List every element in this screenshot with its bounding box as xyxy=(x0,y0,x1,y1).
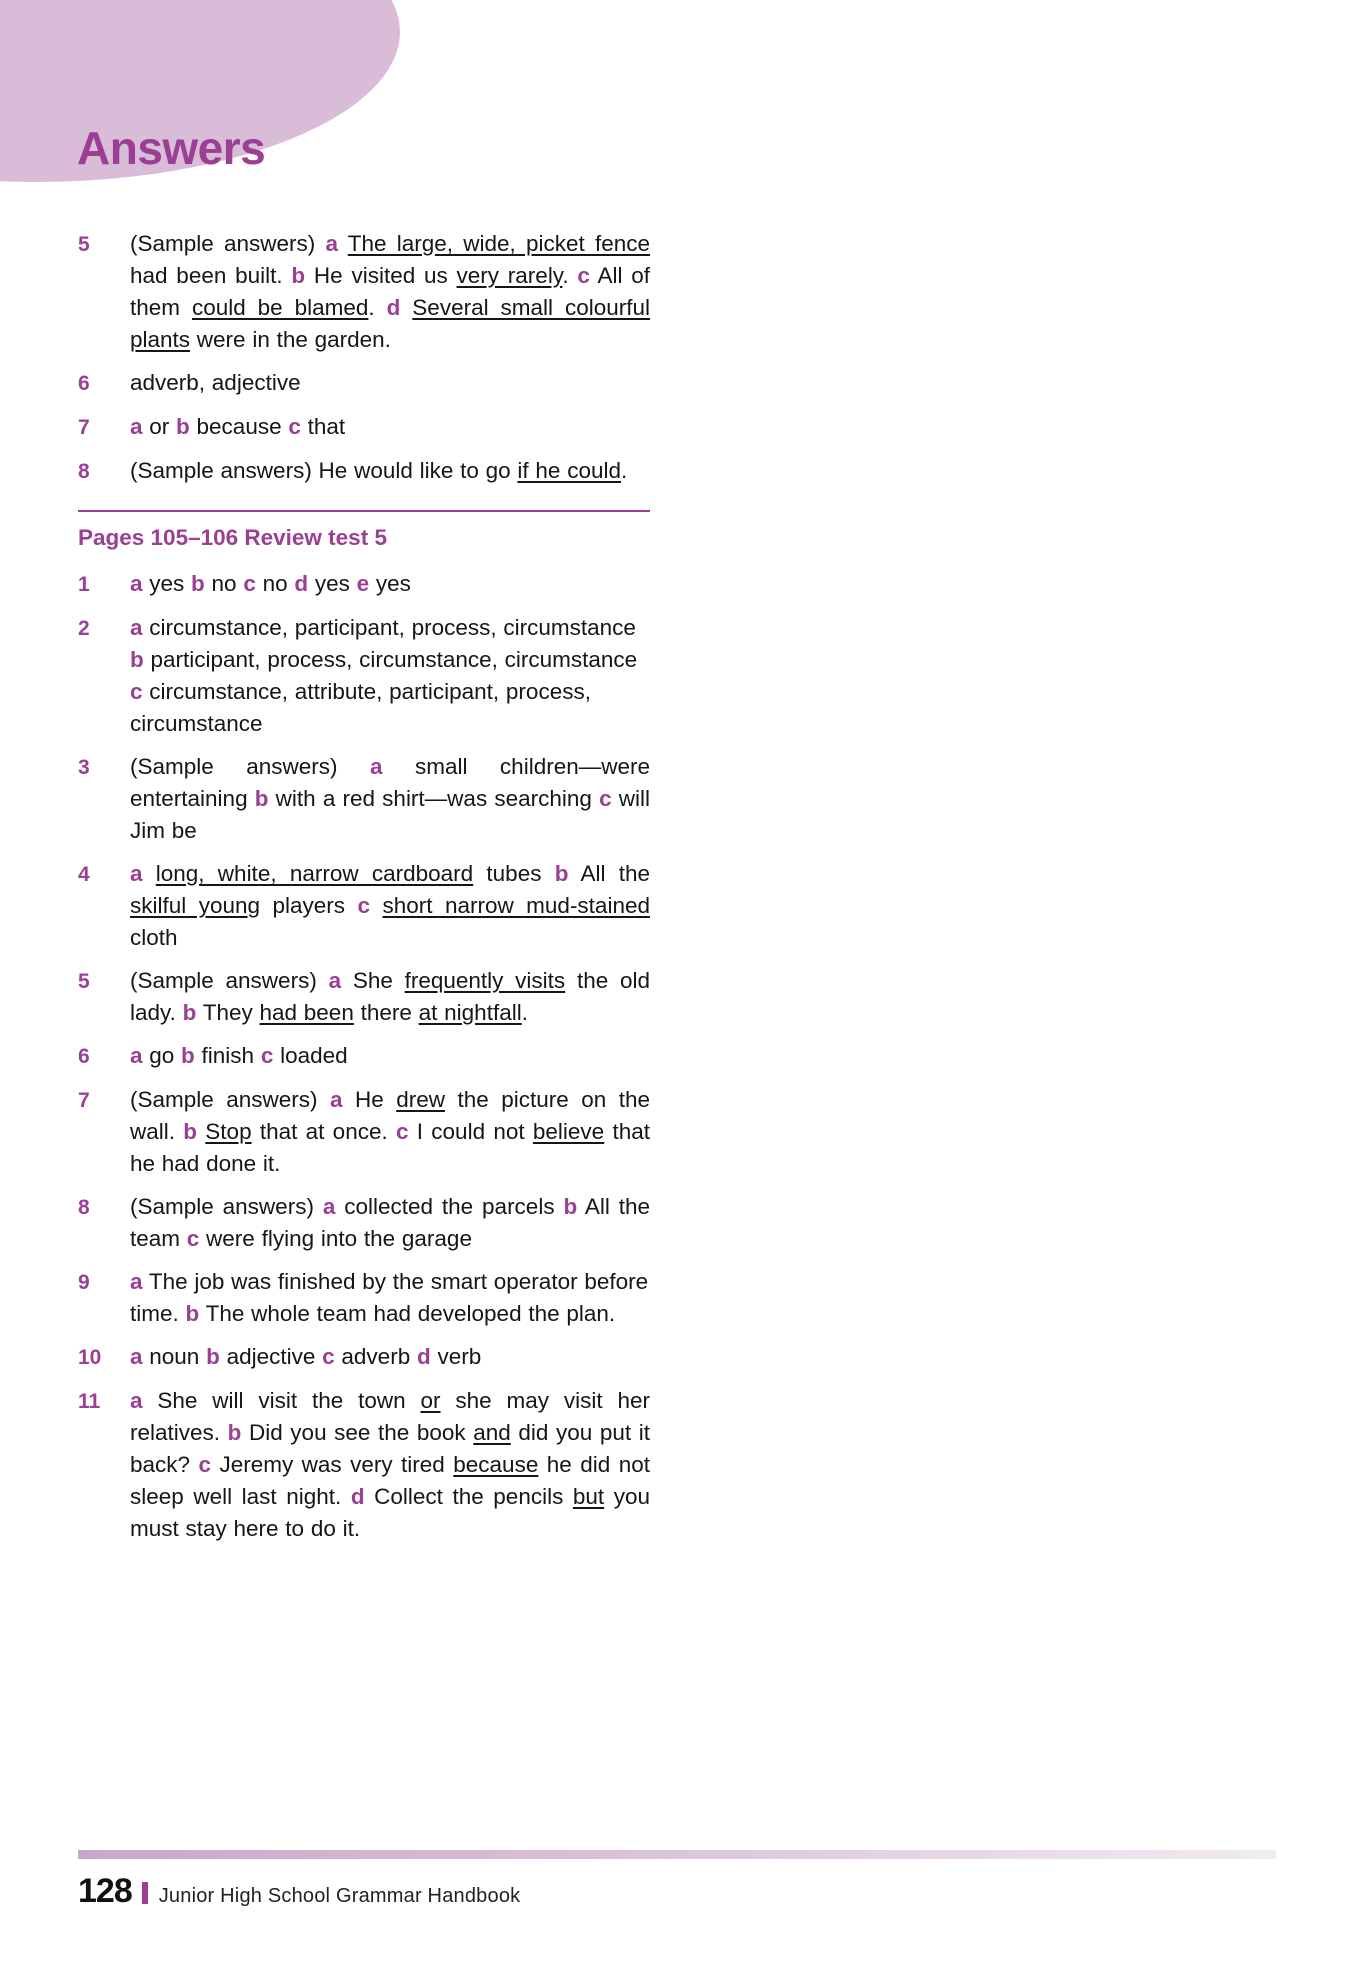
answer-item-text xyxy=(130,367,650,399)
answer-underlined-text: had been xyxy=(259,1000,354,1025)
answer-text-run: that xyxy=(300,414,346,439)
answer-sub-label: c xyxy=(396,1119,409,1144)
answer-item-text xyxy=(130,1341,650,1373)
answer-sub-label: d xyxy=(294,571,309,596)
answer-text-run: participant, process, circumstance, circumstance xyxy=(143,647,638,672)
answer-sub-label: a xyxy=(328,968,342,993)
answer-underlined-text: drew xyxy=(396,1087,445,1112)
answer-item xyxy=(78,1266,650,1330)
answer-item-text xyxy=(130,1084,650,1180)
answer-sub-label: a xyxy=(130,414,143,439)
answer-text-run: no xyxy=(204,571,244,596)
answer-text-run: finish xyxy=(194,1043,261,1068)
answer-item-text xyxy=(130,1385,650,1545)
answer-sub-label: b xyxy=(183,1119,198,1144)
answer-sub-label: a xyxy=(325,231,338,256)
answer-item xyxy=(78,367,650,400)
answer-text-run: you must stay here to do it. xyxy=(130,1484,651,1541)
answer-text-run: or xyxy=(142,414,177,439)
answer-text-run: adverb, adjective xyxy=(130,370,301,395)
answer-text-run: cloth xyxy=(130,925,178,950)
answer-underlined-text: if he could xyxy=(517,458,621,483)
answer-item-number: 4 xyxy=(78,863,90,886)
answer-text-run: . xyxy=(368,295,387,320)
answer-text-run: Jeremy was very tired xyxy=(211,1452,454,1477)
answer-text-run: (Sample answers) xyxy=(130,754,370,779)
answer-item-number: 7 xyxy=(78,416,90,439)
footer-book-title: Junior High School Grammar Handbook xyxy=(158,1885,521,1907)
answer-text-run: They xyxy=(196,1000,260,1025)
answer-text-run: with a red shirt—was searching xyxy=(268,786,600,811)
answer-sub-label: a xyxy=(130,861,143,886)
answer-item-text xyxy=(130,228,650,356)
answer-item xyxy=(78,751,650,847)
answer-sub-label: c xyxy=(599,786,612,811)
answer-underlined-text: Several small colourful plants xyxy=(130,295,650,352)
answer-item-text xyxy=(130,1266,650,1330)
answer-text-run: (Sample answers) xyxy=(130,231,326,256)
answer-text-run: were in the garden. xyxy=(190,327,391,352)
answer-text-run: yes xyxy=(308,571,357,596)
answer-sub-label: c xyxy=(260,1043,274,1068)
answer-sub-label: a xyxy=(330,1087,343,1112)
answer-text-run: (Sample answers) xyxy=(130,1194,323,1219)
answer-underlined-text: very rarely xyxy=(456,263,563,288)
answer-item-number: 6 xyxy=(78,372,90,395)
answer-item-number: 3 xyxy=(78,756,90,779)
answer-item xyxy=(78,612,650,740)
answer-item xyxy=(78,1084,650,1180)
answer-item xyxy=(78,965,650,1029)
footer-rule xyxy=(78,1850,1276,1859)
answer-underlined-text: skilful young xyxy=(130,893,261,918)
answer-sub-label: c xyxy=(357,893,370,918)
answer-underlined-text: short narrow mud-stained xyxy=(382,893,650,918)
page-header xyxy=(0,0,1354,200)
answer-sub-label: b xyxy=(191,571,205,596)
answer-sub-label: b xyxy=(554,861,569,886)
answer-sub-label: a xyxy=(130,1344,143,1369)
answer-sub-label: d xyxy=(416,1344,431,1369)
section-divider xyxy=(78,510,650,512)
answer-item-number: 7 xyxy=(78,1089,90,1112)
answer-text-run: He visited us xyxy=(305,263,457,288)
answer-text-run: players xyxy=(260,893,358,918)
answer-text-run: She will visit the town xyxy=(142,1388,421,1413)
answer-underlined-text: frequently visits xyxy=(404,968,566,993)
answer-underlined-text: at nightfall xyxy=(418,1000,522,1025)
answer-text-run: Collect the pencils xyxy=(364,1484,573,1509)
answer-sub-label: a xyxy=(369,754,383,779)
answer-underlined-text: The large, wide, picket fence xyxy=(347,231,650,256)
answer-sub-label: b xyxy=(176,414,190,439)
answer-item-number: 11 xyxy=(78,1390,101,1413)
answer-text-run xyxy=(370,893,382,918)
answer-item xyxy=(78,568,650,601)
answer-text-run xyxy=(338,231,348,256)
answer-item-number: 6 xyxy=(78,1045,90,1068)
answer-underlined-text: or xyxy=(420,1388,441,1413)
answer-sub-label: e xyxy=(356,571,370,596)
answer-text-run: noun xyxy=(142,1344,207,1369)
answer-sub-label: d xyxy=(386,295,401,320)
answer-sub-label: b xyxy=(563,1194,578,1219)
answer-text-run: that at once. xyxy=(251,1119,396,1144)
answer-text-run: had been built. xyxy=(130,263,292,288)
answer-text-run: I could not xyxy=(408,1119,533,1144)
answer-text-run: circumstance, attribute, participant, process, circumstance xyxy=(130,679,591,736)
answer-text-run: adverb xyxy=(334,1344,417,1369)
answer-text-run: (Sample answers) xyxy=(130,1087,330,1112)
answer-text-run: tubes xyxy=(473,861,555,886)
answer-text-run: adjective xyxy=(219,1344,323,1369)
answer-text-run: will Jim be xyxy=(130,786,650,843)
answer-sub-label: c xyxy=(577,263,590,288)
answer-item xyxy=(78,858,650,954)
answer-sub-label: b xyxy=(181,1043,195,1068)
answer-text-run: yes xyxy=(369,571,411,596)
answer-item-text xyxy=(130,965,650,1029)
answer-text-run: Did you see the book xyxy=(241,1420,474,1445)
answer-sub-label: b xyxy=(182,1000,197,1025)
answer-text-run: no xyxy=(255,571,295,596)
answer-text-run: She xyxy=(341,968,405,993)
answer-sub-label: a xyxy=(130,1388,143,1413)
answer-text-run: did you put it back? xyxy=(130,1420,650,1477)
section-heading: Pages 105–106 Review test 5 xyxy=(78,525,387,550)
footer-page-number: 128 xyxy=(78,1872,132,1910)
answer-sub-label: b xyxy=(227,1420,242,1445)
answer-item-text xyxy=(130,411,650,443)
answer-item xyxy=(78,455,650,488)
answer-sub-label: d xyxy=(350,1484,365,1509)
answer-sub-label: c xyxy=(288,414,301,439)
answer-item-number: 8 xyxy=(78,1196,90,1219)
answer-item xyxy=(78,411,650,444)
answer-text-run: He xyxy=(342,1087,397,1112)
answer-sub-label: b xyxy=(254,786,269,811)
answer-sub-label: a xyxy=(322,1194,336,1219)
answer-item-text xyxy=(130,455,650,487)
answer-item-text xyxy=(130,612,650,740)
answer-item-number: 2 xyxy=(78,617,90,640)
answer-sub-label: a xyxy=(130,1269,143,1294)
answer-sub-label: c xyxy=(130,679,143,704)
answer-sub-label: b xyxy=(206,1344,220,1369)
answer-underlined-text: because xyxy=(453,1452,539,1477)
answer-item xyxy=(78,1191,650,1255)
answer-item-number: 1 xyxy=(78,573,90,596)
answer-sub-label: b xyxy=(291,263,306,288)
answer-text-run: The job was finished by the smart operator before time. xyxy=(130,1269,649,1326)
footer-line xyxy=(78,1872,1278,1911)
answer-item xyxy=(78,1040,650,1073)
answer-sub-label: a xyxy=(130,1043,143,1068)
answer-text-run: he did not sleep well last night. xyxy=(130,1452,650,1509)
answer-item-text xyxy=(130,751,650,847)
answer-sub-label: b xyxy=(185,1301,200,1326)
answer-text-run: . xyxy=(621,458,628,483)
answer-text-run: the picture on the wall. xyxy=(130,1087,650,1144)
answer-text-run: . xyxy=(562,263,578,288)
answer-underlined-text: but xyxy=(572,1484,605,1509)
answer-sub-label: a xyxy=(130,615,143,640)
answer-underlined-text: long, white, narrow cardboard xyxy=(155,861,474,886)
answer-item-number: 5 xyxy=(78,970,90,993)
answer-sub-label: c xyxy=(243,571,256,596)
answer-underlined-text: could be blamed xyxy=(191,295,369,320)
answer-text-run: The whole team had developed the plan. xyxy=(199,1301,616,1326)
answer-sub-label: b xyxy=(130,647,144,672)
answer-item-text xyxy=(130,858,650,954)
answer-text-run: because xyxy=(189,414,289,439)
answer-text-run: small children—were entertaining xyxy=(130,754,650,811)
answer-text-run: (Sample answers) He would like to go xyxy=(130,458,518,483)
answer-text-run xyxy=(400,295,412,320)
answer-text-run: collected the parcels xyxy=(335,1194,564,1219)
page-title: Answers xyxy=(77,122,266,174)
footer-separator-bar xyxy=(142,1882,148,1904)
answer-underlined-text: and xyxy=(473,1420,511,1445)
answer-item xyxy=(78,1341,650,1374)
answer-sections xyxy=(78,228,650,1545)
answer-item-number: 5 xyxy=(78,233,90,256)
answer-text-run: All the team xyxy=(130,1194,650,1251)
answer-sub-label: a xyxy=(130,571,143,596)
answer-underlined-text: Stop xyxy=(205,1119,252,1144)
answer-text-run: All the xyxy=(568,861,651,886)
answer-text-run: (Sample answers) xyxy=(130,968,329,993)
answer-text-run: the old lady. xyxy=(130,968,650,1025)
answer-item-text xyxy=(130,1191,650,1255)
answer-text-run: yes xyxy=(142,571,192,596)
answer-item-text xyxy=(130,1040,650,1072)
answer-text-run: there xyxy=(353,1000,419,1025)
answer-item-text xyxy=(130,568,650,600)
page-footer xyxy=(78,1850,1278,1911)
answer-underlined-text: believe xyxy=(532,1119,605,1144)
answer-item-number: 9 xyxy=(78,1271,90,1294)
answer-text-run: she may visit her relatives. xyxy=(130,1388,650,1445)
answer-item-number: 8 xyxy=(78,460,90,483)
answer-text-run: circumstance, participant, process, circumstance xyxy=(142,615,636,640)
answer-text-run: . xyxy=(521,1000,528,1025)
answer-text-run xyxy=(143,861,156,886)
answer-text-run: that he had done it. xyxy=(130,1119,650,1176)
answer-sub-label: c xyxy=(198,1452,211,1477)
answer-text-run: go xyxy=(142,1043,182,1068)
answer-item xyxy=(78,1385,650,1545)
answer-item xyxy=(78,228,650,356)
answer-item-number: 10 xyxy=(78,1346,102,1369)
answer-text-run: verb xyxy=(430,1344,482,1369)
answer-sub-label: c xyxy=(322,1344,335,1369)
answer-sub-label: c xyxy=(186,1226,200,1251)
answer-text-run: loaded xyxy=(273,1043,348,1068)
answer-text-run: were flying into the garage xyxy=(199,1226,472,1251)
answers-content xyxy=(78,228,650,1556)
answer-text-run: All of them xyxy=(130,263,650,320)
